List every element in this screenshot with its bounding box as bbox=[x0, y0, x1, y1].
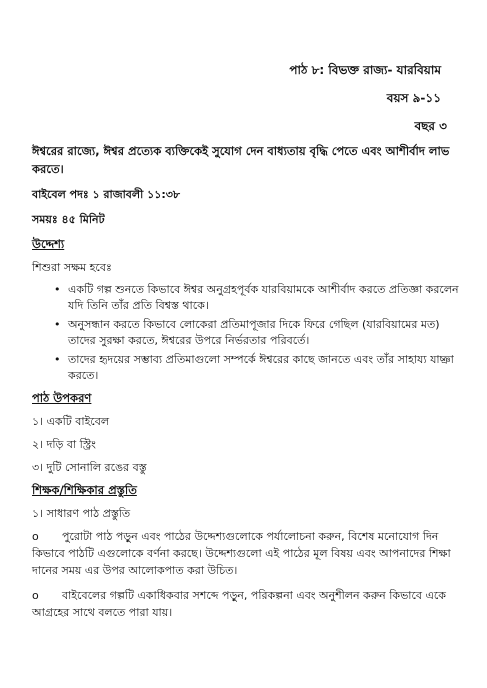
circle-marker-icon: o bbox=[32, 589, 39, 602]
intro-statement: ঈশ্বরের রাজ্যে, ঈশ্বর প্রত্যেক ব্যক্তিকেই সুযোগ দেন বাধ্যতায় বৃদ্ধি পেতে এবং আশীর্বাদ লাভ করতে। bbox=[32, 144, 450, 176]
material-item: ৩। দুটি সোনালি রঙের বস্তু bbox=[32, 461, 147, 474]
preparation-lead: ১। সাধারণ পাঠ প্রস্তুতি bbox=[32, 507, 131, 520]
objective-item bbox=[54, 352, 464, 384]
preparation-paragraph bbox=[32, 528, 464, 579]
lesson-duration: সময়ঃ ৪৫ মিনিট bbox=[32, 213, 105, 226]
year-label: বছর ৩ bbox=[414, 119, 447, 133]
age-range: বয়স ৯-১১ bbox=[386, 91, 441, 105]
objective-item bbox=[54, 282, 464, 314]
objectives-lead: শিশুরা সক্ষম হবেঃ bbox=[32, 261, 112, 274]
material-item: ২। দড়ি বা স্ট্রিং bbox=[32, 438, 96, 451]
bible-verse: বাইবেল পদঃ ১ রাজাবলী ১১:৩৮ bbox=[32, 188, 181, 201]
lesson-body bbox=[32, 142, 464, 629]
materials-heading: পাঠ উপকরণ bbox=[32, 391, 92, 405]
objective-text: তাদের হৃদয়ের সম্ভাব্য প্রতিমাগুলো সম্পর্কে ঈশ্বরের কাছে জানতে এবং তাঁর সাহায্য যাচ্ঞা করতে। bbox=[68, 353, 454, 382]
lesson-title: পাঠ ৮: বিভক্ত রাজ্য- যারবিয়াম bbox=[289, 63, 441, 77]
preparation-heading: শিক্ষক/শিক্ষিকার প্রস্তুতি bbox=[32, 483, 137, 497]
bullet-icon: • bbox=[54, 318, 61, 331]
bullet-icon: • bbox=[54, 283, 61, 296]
objectives-list bbox=[32, 282, 464, 384]
material-item: ১। একটি বাইবেল bbox=[32, 415, 110, 428]
preparation-text: পুরোটা পাঠ পড়ুন এবং পাঠের উদ্দেশ্যগুলোকে পর্যালোচনা করুন, বিশেষ মনোযোগ দিন কিভাবে পাঠটি এগুলোকে বর্ণনা করছে। উদ্দেশ্যগুলো এই পাঠের মূল বিষয় এবং আপনাদের শিক্ষা দানের সময় এর উপর আলোকপাত করা উচিত। bbox=[32, 530, 451, 577]
objective-text: অনুসন্ধান করতে কিভাবে লোকেরা প্রতিমাপূজার দিকে ফিরে গেছিল (যারবিয়ামের মত) তাদের সুরক্ষা করতে, ঈশ্বরের উপরে নির্ভরতার পরিবর্তে। bbox=[68, 318, 440, 347]
preparation-text: বাইবেলের গল্পটি একাধিকবার সশব্দে পড়ুন, পরিকল্পনা এবং অনুশীলন করুন কিভাবে একে আগ্রহের সাথে বলতে পারা যায়। bbox=[32, 589, 446, 619]
preparation-paragraph bbox=[32, 587, 464, 621]
objective-text: একটি গল্প শুনতে কিভাবে ঈশ্বর অনুগ্রহপূর্বক যারবিয়ামকে আশীর্বাদ করতে প্রতিজ্ঞা করলেন যদি তিনি তাঁর প্রতি বিশ্বস্ত থাকে। bbox=[68, 283, 459, 312]
objectives-heading: উদ্দেশ্য bbox=[32, 237, 65, 251]
bullet-icon: • bbox=[54, 353, 61, 366]
circle-marker-icon: o bbox=[32, 530, 39, 543]
objective-item bbox=[54, 317, 464, 349]
